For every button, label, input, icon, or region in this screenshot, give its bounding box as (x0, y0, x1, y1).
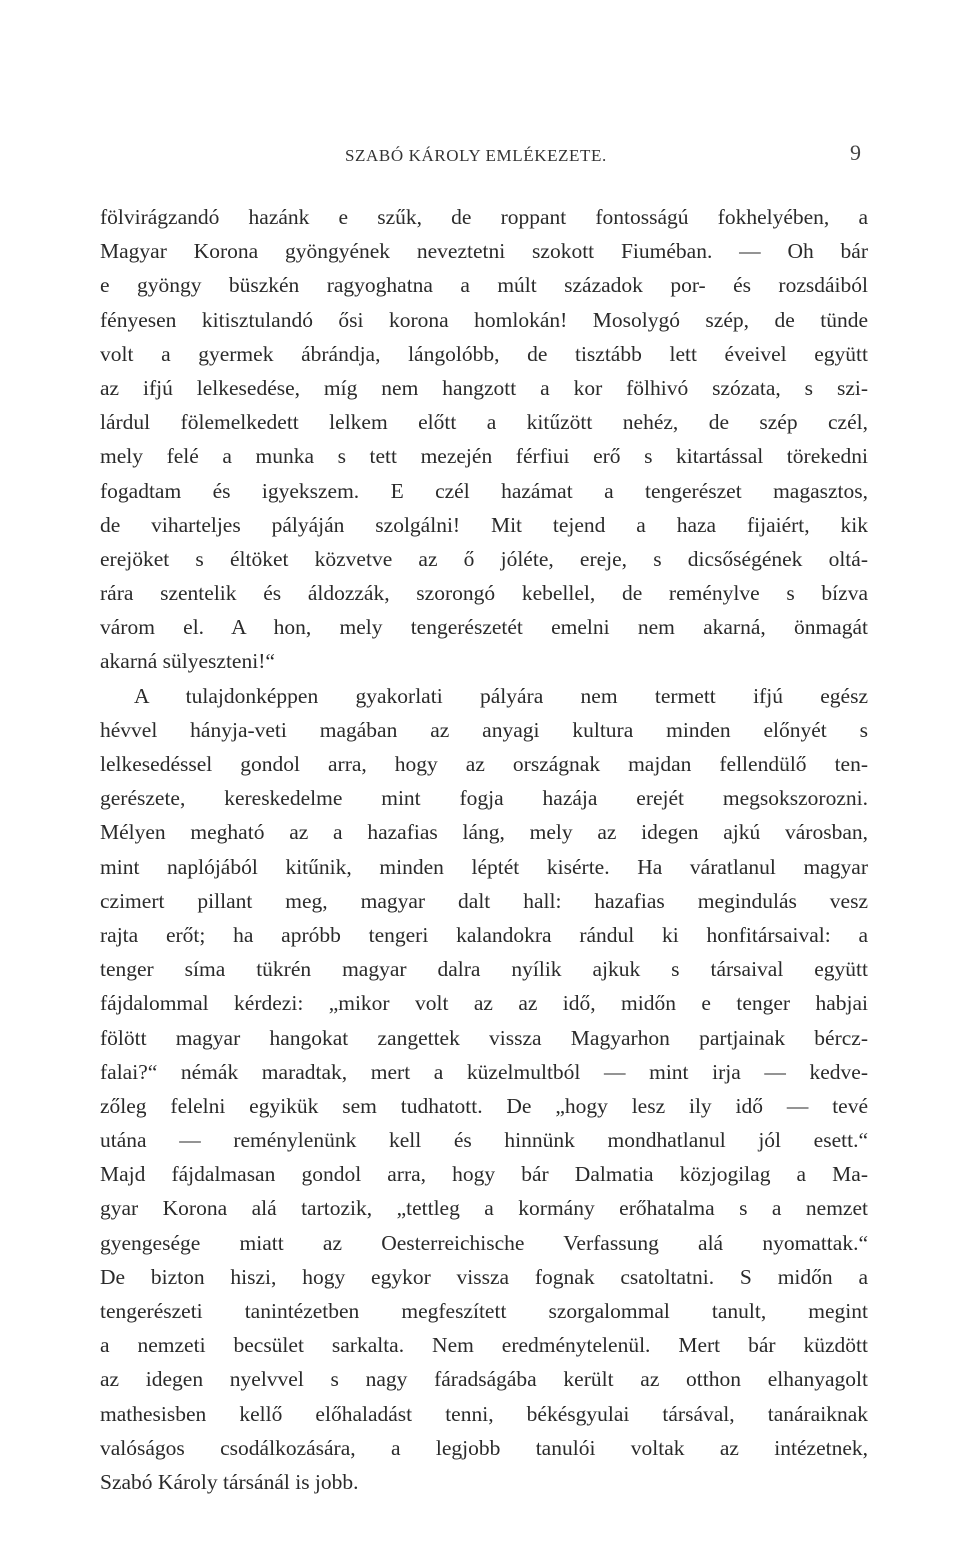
text-line: várom el. A hon, mely tengerészetét emelni nem akarná, önmagát (100, 615, 868, 640)
text-line: az idegen nyelvvel s nagy fáradságába került az otthon elhanyagolt (100, 1367, 868, 1392)
text-line: zőleg felelni egyikük sem tudhatott. De „hogy lesz ily idő — tevé (100, 1093, 868, 1118)
text-line: rajta erőt; ha apróbb tengeri kalandokra rándul ki honfitársaival: a (100, 922, 868, 947)
text-line: tengerészeti tanintézetben megfeszített szorgalommal tanult, megint (100, 1299, 868, 1323)
paragraph-start-line: A tulajdonképpen gyakorlati pályára nem termett ifjú egész (134, 683, 868, 708)
page-number: 9 (850, 140, 861, 165)
paragraph-end-line: akarná sülyeszteni!“ (100, 649, 275, 674)
text-line: hévvel hányja-veti magában az anyagi kultura minden előnyét s (100, 717, 868, 742)
text-line: utána — reménylenünk kell és hinnünk mondhatlanul jól esett.“ (100, 1128, 868, 1153)
text-line: gerészete, kereskedelme mint fogja hazája erejét megsokszorozni. (100, 786, 868, 811)
text-line: tenger síma tükrén magyar dalra nyílik ajkuk s társaival együtt (100, 957, 868, 982)
text-line: lelkesedéssel gondol arra, hogy az országnak majdan fellendülő ten- (100, 752, 868, 776)
text-line: fölött magyar hangokat zangettek vissza Magyarhon partjainak bércz- (100, 1025, 868, 1050)
text-line: fogadtam és igyekszem. E czél hazámat a tengerészet magasztos, (100, 478, 868, 503)
text-line: Mélyen megható az a hazafias láng, mely az idegen ajkú városban, (100, 820, 868, 845)
paragraph-end-line: Szabó Károly társánál is jobb. (100, 1469, 359, 1494)
text-line: fényesen kitisztulandó ősi korona homlokán! Mosolygó szép, de tünde (100, 307, 868, 332)
text-line: az ifjú lelkesedése, míg nem hangzott a kor fölhivó szózata, s szi- (100, 375, 868, 400)
text-line: De bizton hiszi, hogy egykor vissza fognak csatoltatni. S midőn a (100, 1264, 868, 1289)
text-line: rára szentelik és áldozzák, szorongó kebellel, de reménylve s bízva (100, 581, 868, 606)
text-line: gyengesége miatt az Oesterreichische Verfassung alá nyomattak.“ (100, 1230, 868, 1255)
text-line: Magyar Korona gyöngyének neveztetni szokott Fiuméban. — Oh bár (100, 239, 868, 264)
text-line: e gyöngy büszkén ragyoghatna a múlt századok por- és rozsdáiból (100, 273, 868, 298)
text-line: valóságos csodálkozására, a legjobb tanulói voltak az intézetnek, (100, 1435, 868, 1460)
text-line: Majd fájdalmasan gondol arra, hogy bár Dalmatia közjogilag a Ma- (100, 1162, 868, 1187)
text-line: czimert pillant meg, magyar dalt hall: hazafias megindulás vesz (100, 888, 868, 913)
text-line: a nemzeti becsület sarkalta. Nem eredménytelenül. Mert bár küzdött (100, 1333, 868, 1358)
text-line: falai?“ némák maradtak, mert a küzelmultból — mint irja — kedve- (100, 1059, 868, 1084)
text-line: lárdul fölemelkedett lelkem előtt a kitűzött nehéz, de szép czél, (100, 410, 868, 435)
text-line: mathesisben kellő előhaladást tenni, békésgyulai társával, tanáraiknak (100, 1401, 868, 1426)
text-line: de viharteljes pályáján szolgálni! Mit tejend a haza fijaiért, kik (100, 512, 868, 537)
text-line: volt a gyermek ábrándja, lángolóbb, de tisztább lett éveivel együtt (100, 341, 868, 366)
text-line: mint naplójából kitűnik, minden léptét kisérte. Ha váratlanul magyar (100, 854, 868, 879)
running-head: SZABÓ KÁROLY EMLÉKEZETE. (345, 146, 607, 165)
text-line: fájdalommal kérdezi: „mikor volt az az idő, midőn e tenger habjai (100, 991, 868, 1016)
text-line: erejöket s éltöket közvetve az ő jóléte, ereje, s dicsőségének oltá- (100, 546, 868, 571)
text-line: fölvirágzandó hazánk e szűk, de roppant fontosságú fokhelyében, a (100, 205, 868, 229)
text-line: gyar Korona alá tartozik, „tettleg a kormány erőhatalma s a nemzet (100, 1196, 868, 1221)
text-line: mely felé a munka s tett mezején férfiui erő s kitartással törekedni (100, 444, 868, 469)
body-text (100, 200, 868, 1499)
